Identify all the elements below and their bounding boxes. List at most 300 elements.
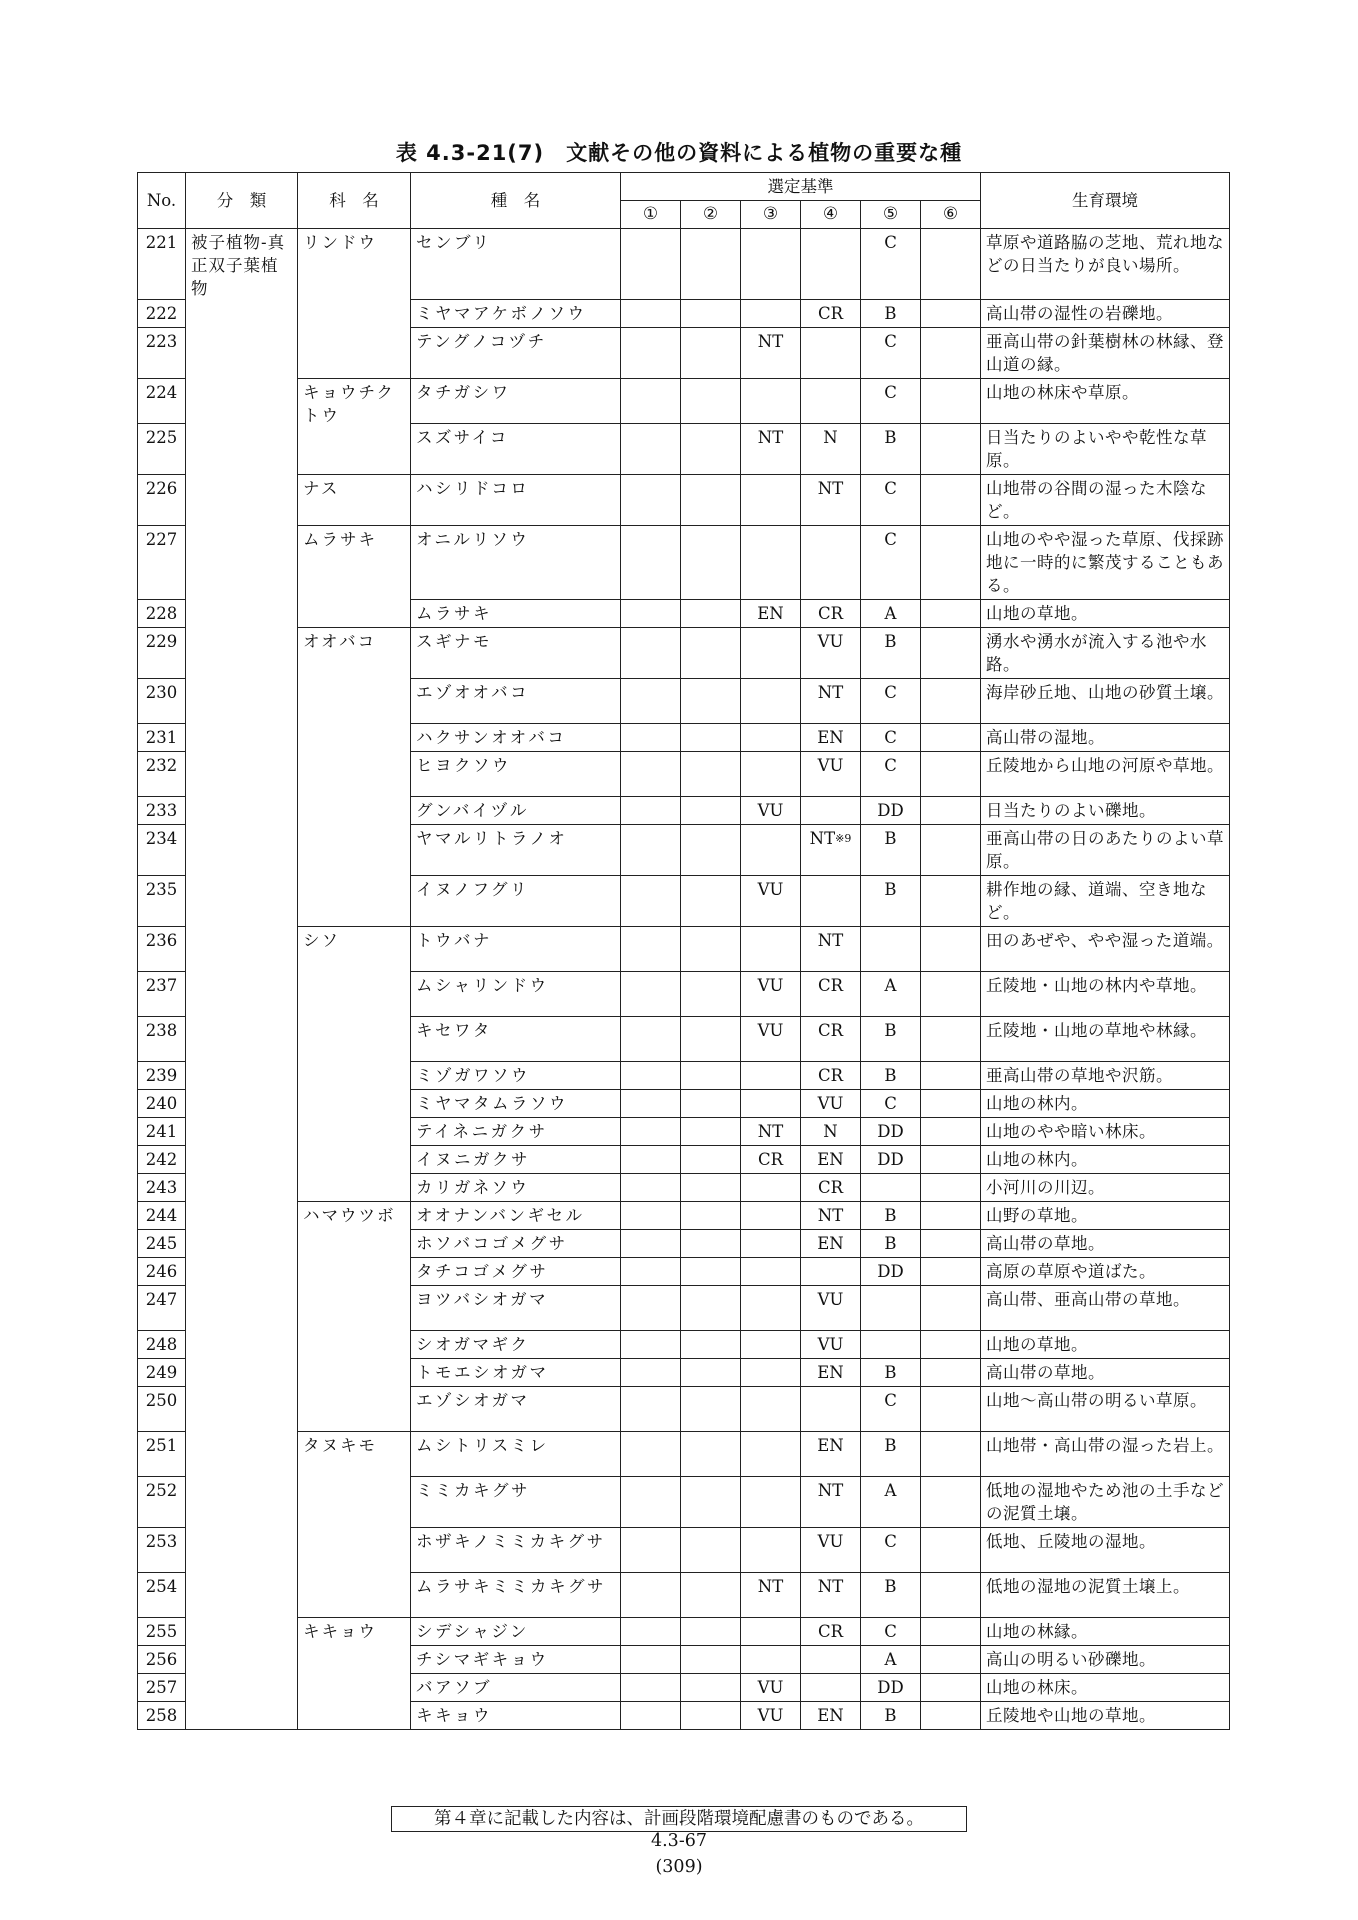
criterion-3-cell — [741, 1432, 801, 1477]
criterion-2-cell — [681, 1674, 741, 1702]
criterion-2-cell — [681, 1017, 741, 1062]
row-number: 222 — [138, 300, 186, 328]
species-cell: オオナンバンギセル — [411, 1202, 621, 1230]
species-cell: チシマギキョウ — [411, 1646, 621, 1674]
environment-cell: 高山帯、亜高山帯の草地。 — [981, 1286, 1230, 1331]
criterion-5-cell — [861, 927, 921, 972]
header-row — [138, 173, 1230, 201]
criterion-4-cell — [801, 1258, 861, 1286]
species-cell: トモエシオガマ — [411, 1359, 621, 1387]
criterion-5-cell: DD — [861, 1118, 921, 1146]
criterion-5-cell: B — [861, 876, 921, 927]
species-cell: イヌノフグリ — [411, 876, 621, 927]
environment-cell: 海岸砂丘地、山地の砂質土壌。 — [981, 679, 1230, 724]
criterion-4-cell — [801, 475, 861, 526]
criterion-5-cell — [861, 1174, 921, 1202]
criterion-3-cell — [741, 1359, 801, 1387]
criterion-6-cell — [921, 1202, 981, 1230]
criterion-4-value: EN — [817, 1150, 844, 1169]
criterion-6-cell — [921, 1387, 981, 1432]
environment-cell: 高原の草原や道ばた。 — [981, 1258, 1230, 1286]
criterion-3-cell — [741, 1230, 801, 1258]
criterion-3-cell: VU — [741, 876, 801, 927]
criterion-4-cell — [801, 379, 861, 424]
criterion-4-value: VU — [817, 756, 844, 775]
family-cell: ナス — [298, 475, 411, 526]
criterion-4-cell — [801, 752, 861, 797]
species-cell: トウバナ — [411, 927, 621, 972]
criterion-4-cell — [801, 1432, 861, 1477]
criterion-4-cell — [801, 1286, 861, 1331]
criterion-5-cell: A — [861, 600, 921, 628]
criterion-6-cell — [921, 229, 981, 300]
criterion-3-cell — [741, 1090, 801, 1118]
footnote: 第４章に記載した内容は、計画段階環境配慮書のものである。 — [391, 1806, 967, 1832]
row-number: 227 — [138, 526, 186, 600]
criterion-2-cell — [681, 927, 741, 972]
species-cell: タチガシワ — [411, 379, 621, 424]
criterion-4-cell — [801, 526, 861, 600]
criterion-5-cell: B — [861, 1017, 921, 1062]
species-cell: オニルリソウ — [411, 526, 621, 600]
environment-cell: 山地の林縁。 — [981, 1618, 1230, 1646]
criterion-2-cell — [681, 972, 741, 1017]
criterion-4-cell — [801, 797, 861, 825]
criterion-3-cell: CR — [741, 1146, 801, 1174]
environment-cell: 湧水や湧水が流入する池や水路。 — [981, 628, 1230, 679]
criterion-4-cell — [801, 1118, 861, 1146]
criterion-1-cell — [621, 679, 681, 724]
criterion-2-cell — [681, 797, 741, 825]
row-number: 225 — [138, 424, 186, 475]
header-criterion-5: ⑤ — [861, 201, 921, 229]
row-number: 236 — [138, 927, 186, 972]
species-cell: スギナモ — [411, 628, 621, 679]
row-number: 229 — [138, 628, 186, 679]
criterion-1-cell — [621, 526, 681, 600]
criterion-4-value: NT — [809, 829, 836, 848]
criterion-2-cell — [681, 1286, 741, 1331]
environment-cell: 亜高山帯の草地や沢筋。 — [981, 1062, 1230, 1090]
species-cell: エゾオオバコ — [411, 679, 621, 724]
table-row — [138, 927, 1230, 972]
criterion-4-cell — [801, 328, 861, 379]
criterion-3-cell — [741, 679, 801, 724]
row-number: 228 — [138, 600, 186, 628]
criterion-2-cell — [681, 1202, 741, 1230]
criterion-3-cell — [741, 379, 801, 424]
environment-cell: 山地の林床や草原。 — [981, 379, 1230, 424]
criterion-5-cell: DD — [861, 1258, 921, 1286]
criterion-1-cell — [621, 1090, 681, 1118]
criterion-5-cell: C — [861, 379, 921, 424]
criterion-4-cell — [801, 1618, 861, 1646]
species-cell: ミゾガワソウ — [411, 1062, 621, 1090]
environment-cell: 山地の草地。 — [981, 600, 1230, 628]
criterion-4-cell — [801, 1331, 861, 1359]
criterion-3-cell — [741, 1646, 801, 1674]
environment-cell: 山地帯の谷間の湿った木陰など。 — [981, 475, 1230, 526]
table-row — [138, 1432, 1230, 1477]
species-cell: ヨツバシオガマ — [411, 1286, 621, 1331]
criterion-4-cell — [801, 1146, 861, 1174]
family-cell: ムラサキ — [298, 526, 411, 628]
criterion-5-cell: B — [861, 825, 921, 876]
criterion-1-cell — [621, 475, 681, 526]
table-row — [138, 526, 1230, 600]
criterion-3-cell — [741, 229, 801, 300]
environment-cell: 山地のやや湿った草原、伐採跡地に一時的に繁茂することもある。 — [981, 526, 1230, 600]
environment-cell: 丘陵地・山地の草地や林縁。 — [981, 1017, 1230, 1062]
environment-cell: 田のあぜや、やや湿った道端。 — [981, 927, 1230, 972]
criterion-3-cell — [741, 1202, 801, 1230]
species-cell: スズサイコ — [411, 424, 621, 475]
criterion-4-cell — [801, 972, 861, 1017]
row-number: 248 — [138, 1331, 186, 1359]
row-number: 224 — [138, 379, 186, 424]
row-number: 254 — [138, 1573, 186, 1618]
environment-cell: 低地、丘陵地の湿地。 — [981, 1528, 1230, 1573]
row-number: 256 — [138, 1646, 186, 1674]
criterion-3-cell — [741, 1618, 801, 1646]
criterion-2-cell — [681, 1432, 741, 1477]
row-number: 253 — [138, 1528, 186, 1573]
species-cell: ミヤマアケボノソウ — [411, 300, 621, 328]
criterion-5-cell: A — [861, 1477, 921, 1528]
criterion-1-cell — [621, 379, 681, 424]
row-number: 252 — [138, 1477, 186, 1528]
criterion-6-cell — [921, 1618, 981, 1646]
criterion-6-cell — [921, 1174, 981, 1202]
criterion-4-value: EN — [817, 1706, 844, 1725]
environment-cell: 山地の林内。 — [981, 1146, 1230, 1174]
criterion-2-cell — [681, 1118, 741, 1146]
criterion-1-cell — [621, 876, 681, 927]
environment-cell: 亜高山帯の日のあたりのよい草原。 — [981, 825, 1230, 876]
species-cell: ヒヨクソウ — [411, 752, 621, 797]
criterion-5-cell: DD — [861, 1146, 921, 1174]
criterion-6-cell — [921, 475, 981, 526]
criterion-2-cell — [681, 379, 741, 424]
table-row — [138, 1618, 1230, 1646]
environment-cell: 山地帯・高山帯の湿った岩上。 — [981, 1432, 1230, 1477]
row-number: 241 — [138, 1118, 186, 1146]
criterion-4-value: CR — [817, 1622, 844, 1641]
important-plant-species-table — [137, 172, 1230, 1730]
criterion-4-value: VU — [817, 1335, 844, 1354]
criterion-5-cell: B — [861, 1432, 921, 1477]
header-criterion-3: ③ — [741, 201, 801, 229]
species-cell: ホソバコゴメグサ — [411, 1230, 621, 1258]
environment-cell: 日当たりのよいやや乾性な草原。 — [981, 424, 1230, 475]
environment-cell: 耕作地の縁、道端、空き地など。 — [981, 876, 1230, 927]
criterion-1-cell — [621, 825, 681, 876]
criterion-1-cell — [621, 797, 681, 825]
species-cell: グンバイヅル — [411, 797, 621, 825]
criterion-4-value: NT — [817, 1577, 844, 1596]
criterion-4-cell — [801, 1702, 861, 1730]
criterion-5-cell: DD — [861, 797, 921, 825]
header-criterion-2: ② — [681, 201, 741, 229]
criterion-4-value: VU — [817, 1532, 844, 1551]
criterion-2-cell — [681, 1387, 741, 1432]
criterion-2-cell — [681, 1359, 741, 1387]
species-cell: ハクサンオオバコ — [411, 724, 621, 752]
environment-cell: 低地の湿地の泥質土壌上。 — [981, 1573, 1230, 1618]
criterion-6-cell — [921, 927, 981, 972]
criterion-5-cell: C — [861, 328, 921, 379]
criterion-4-cell — [801, 927, 861, 972]
criterion-6-cell — [921, 300, 981, 328]
criterion-1-cell — [621, 424, 681, 475]
criterion-2-cell — [681, 1528, 741, 1573]
header-criterion-4: ④ — [801, 201, 861, 229]
criterion-4-value: CR — [817, 1178, 844, 1197]
header-criterion-1: ① — [621, 201, 681, 229]
environment-cell: 小河川の川辺。 — [981, 1174, 1230, 1202]
species-cell: テイネニガクサ — [411, 1118, 621, 1146]
row-number: 237 — [138, 972, 186, 1017]
row-number: 258 — [138, 1702, 186, 1730]
criterion-6-cell — [921, 876, 981, 927]
criterion-2-cell — [681, 628, 741, 679]
criterion-2-cell — [681, 424, 741, 475]
row-number: 243 — [138, 1174, 186, 1202]
criterion-2-cell — [681, 1146, 741, 1174]
criterion-6-cell — [921, 526, 981, 600]
classification-cell: 被子植物-真正双子葉植物 — [186, 229, 298, 1730]
criterion-2-cell — [681, 825, 741, 876]
criterion-5-cell: C — [861, 229, 921, 300]
criterion-4-value: CR — [817, 604, 844, 623]
criterion-2-cell — [681, 1477, 741, 1528]
criterion-6-cell — [921, 600, 981, 628]
criterion-3-cell — [741, 1286, 801, 1331]
row-number: 232 — [138, 752, 186, 797]
criterion-3-cell: VU — [741, 972, 801, 1017]
family-cell: オオバコ — [298, 628, 411, 927]
criterion-1-cell — [621, 1432, 681, 1477]
environment-cell: 高山帯の湿性の岩礫地。 — [981, 300, 1230, 328]
environment-cell: 丘陵地や山地の草地。 — [981, 1702, 1230, 1730]
criterion-6-cell — [921, 1674, 981, 1702]
criterion-4-value: N — [823, 1122, 838, 1141]
criterion-4-value: CR — [817, 1066, 844, 1085]
criterion-4-value: CR — [817, 1021, 844, 1040]
criterion-1-cell — [621, 1674, 681, 1702]
environment-cell: 山地のやや暗い林床。 — [981, 1118, 1230, 1146]
criterion-2-cell — [681, 1646, 741, 1674]
criterion-3-cell — [741, 1258, 801, 1286]
criterion-2-cell — [681, 1702, 741, 1730]
criterion-5-cell: A — [861, 972, 921, 1017]
criterion-1-cell — [621, 1174, 681, 1202]
criterion-1-cell — [621, 229, 681, 300]
criterion-5-cell: B — [861, 300, 921, 328]
species-cell: バアソブ — [411, 1674, 621, 1702]
table-row — [138, 475, 1230, 526]
criterion-1-cell — [621, 1646, 681, 1674]
criterion-3-cell: VU — [741, 1674, 801, 1702]
criterion-3-cell — [741, 628, 801, 679]
criterion-4-cell — [801, 1477, 861, 1528]
criterion-3-cell — [741, 1477, 801, 1528]
criterion-2-cell — [681, 300, 741, 328]
row-number: 242 — [138, 1146, 186, 1174]
criterion-4-cell — [801, 628, 861, 679]
criterion-3-cell: VU — [741, 1702, 801, 1730]
criterion-6-cell — [921, 628, 981, 679]
species-cell: タチコゴメグサ — [411, 1258, 621, 1286]
criterion-1-cell — [621, 1118, 681, 1146]
row-number: 240 — [138, 1090, 186, 1118]
criterion-3-cell — [741, 526, 801, 600]
criterion-5-cell: C — [861, 1090, 921, 1118]
species-cell: カリガネソウ — [411, 1174, 621, 1202]
row-number: 233 — [138, 797, 186, 825]
criterion-5-cell: C — [861, 526, 921, 600]
species-cell: ムラサキミミカキグサ — [411, 1573, 621, 1618]
criterion-5-cell: B — [861, 1202, 921, 1230]
criterion-4-value: NT — [817, 1206, 844, 1225]
criterion-1-cell — [621, 927, 681, 972]
criterion-4-value: EN — [817, 728, 844, 747]
criterion-6-cell — [921, 1432, 981, 1477]
criterion-4-value: VU — [817, 1094, 844, 1113]
species-cell: エゾシオガマ — [411, 1387, 621, 1432]
row-number: 239 — [138, 1062, 186, 1090]
criterion-2-cell — [681, 229, 741, 300]
criterion-6-cell — [921, 1118, 981, 1146]
criterion-4-value: NT — [817, 1481, 844, 1500]
environment-cell: 山地の林床。 — [981, 1674, 1230, 1702]
row-number: 223 — [138, 328, 186, 379]
criterion-5-cell: C — [861, 1387, 921, 1432]
criterion-4-value: VU — [817, 632, 844, 651]
criterion-4-value: NT — [817, 683, 844, 702]
criterion-4-cell — [801, 424, 861, 475]
criterion-1-cell — [621, 1359, 681, 1387]
criterion-5-cell: B — [861, 1359, 921, 1387]
criterion-1-cell — [621, 600, 681, 628]
row-number: 257 — [138, 1674, 186, 1702]
row-number: 235 — [138, 876, 186, 927]
header-family: 科 名 — [298, 173, 411, 229]
species-cell: シオガマギク — [411, 1331, 621, 1359]
criterion-1-cell — [621, 1387, 681, 1432]
criterion-5-cell: B — [861, 1702, 921, 1730]
criterion-3-cell — [741, 1331, 801, 1359]
criterion-5-cell: C — [861, 724, 921, 752]
header-class: 分 類 — [186, 173, 298, 229]
criterion-5-cell: C — [861, 752, 921, 797]
criterion-4-note: ※9 — [835, 832, 852, 845]
family-cell: キキョウ — [298, 1618, 411, 1730]
criterion-3-cell — [741, 300, 801, 328]
header-criterion-6: ⑥ — [921, 201, 981, 229]
species-cell: センブリ — [411, 229, 621, 300]
criterion-6-cell — [921, 1477, 981, 1528]
table-row — [138, 229, 1230, 300]
criterion-6-cell — [921, 1230, 981, 1258]
criterion-2-cell — [681, 526, 741, 600]
criterion-4-cell — [801, 876, 861, 927]
criterion-5-cell: DD — [861, 1674, 921, 1702]
criterion-2-cell — [681, 1573, 741, 1618]
family-cell: ハマウツボ — [298, 1202, 411, 1432]
criterion-4-cell — [801, 825, 861, 876]
criterion-4-value: CR — [817, 976, 844, 995]
criterion-4-cell — [801, 724, 861, 752]
criterion-4-cell — [801, 1573, 861, 1618]
row-number: 255 — [138, 1618, 186, 1646]
criterion-3-cell — [741, 752, 801, 797]
criterion-1-cell — [621, 1573, 681, 1618]
criterion-3-cell: NT — [741, 328, 801, 379]
criterion-4-value: NT — [817, 931, 844, 950]
criterion-2-cell — [681, 752, 741, 797]
environment-cell: 高山帯の草地。 — [981, 1230, 1230, 1258]
criterion-3-cell: VU — [741, 1017, 801, 1062]
species-cell: ムシトリスミレ — [411, 1432, 621, 1477]
criterion-6-cell — [921, 1573, 981, 1618]
criterion-3-cell — [741, 1174, 801, 1202]
criterion-2-cell — [681, 328, 741, 379]
environment-cell: 丘陵地から山地の河原や草地。 — [981, 752, 1230, 797]
criterion-4-cell — [801, 1387, 861, 1432]
page-number: 4.3-67 — [650, 1831, 707, 1851]
table-row — [138, 1202, 1230, 1230]
criterion-6-cell — [921, 1528, 981, 1573]
criterion-4-cell — [801, 600, 861, 628]
page-sub-number: (309) — [655, 1857, 703, 1877]
criterion-2-cell — [681, 475, 741, 526]
criterion-4-cell — [801, 1062, 861, 1090]
family-cell: シソ — [298, 927, 411, 1202]
criterion-1-cell — [621, 1202, 681, 1230]
environment-cell: 山地～高山帯の明るい草原。 — [981, 1387, 1230, 1432]
row-number: 230 — [138, 679, 186, 724]
row-number: 245 — [138, 1230, 186, 1258]
row-number: 226 — [138, 475, 186, 526]
environment-cell: 山地の草地。 — [981, 1331, 1230, 1359]
row-number: 234 — [138, 825, 186, 876]
criterion-3-cell: NT — [741, 1573, 801, 1618]
environment-cell: 日当たりのよい礫地。 — [981, 797, 1230, 825]
criterion-3-cell — [741, 724, 801, 752]
species-cell: ヤマルリトラノオ — [411, 825, 621, 876]
row-number: 250 — [138, 1387, 186, 1432]
criterion-4-value: EN — [817, 1436, 844, 1455]
environment-cell: 亜高山帯の針葉樹林の林縁、登山道の縁。 — [981, 328, 1230, 379]
criterion-6-cell — [921, 1146, 981, 1174]
criterion-3-cell: NT — [741, 1118, 801, 1146]
criterion-2-cell — [681, 600, 741, 628]
criterion-3-cell — [741, 475, 801, 526]
criterion-3-cell — [741, 1387, 801, 1432]
criterion-1-cell — [621, 1230, 681, 1258]
criterion-6-cell — [921, 328, 981, 379]
table-row — [138, 379, 1230, 424]
header-species: 種 名 — [411, 173, 621, 229]
criterion-5-cell: C — [861, 475, 921, 526]
criterion-5-cell: B — [861, 1062, 921, 1090]
criterion-1-cell — [621, 300, 681, 328]
criterion-6-cell — [921, 972, 981, 1017]
criterion-5-cell: B — [861, 628, 921, 679]
criterion-1-cell — [621, 1017, 681, 1062]
criterion-4-cell — [801, 1202, 861, 1230]
